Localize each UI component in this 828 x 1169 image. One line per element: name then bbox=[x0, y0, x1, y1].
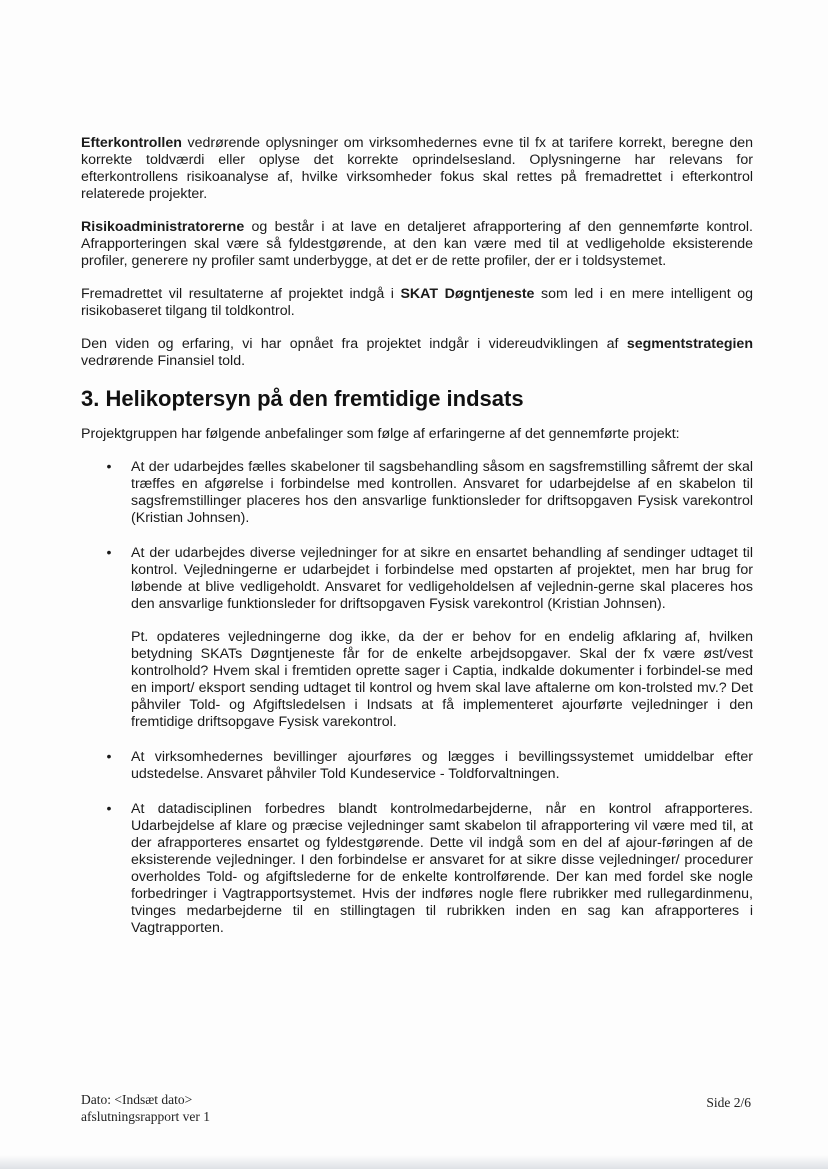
paragraph-efterkontrollen bbox=[81, 135, 753, 203]
paragraph-risikoadministratorerne bbox=[81, 219, 753, 270]
list-item-text: At der udarbejdes fælles skabeloner til sagsbehandling såsom en sagsfremstilling såfremt der skal træffes en afgørelse i forbindelse med kontrollen. Ansvaret for udarbejdelse af en skabelon til sagsfremstillinger placeres hos den ansvarlige funktionsleder for driftsopgaven Fysisk varekontrol (Kristian Johnsen). bbox=[131, 459, 753, 526]
paragraph-fremadrettet bbox=[81, 286, 753, 320]
page-number: Side 2/6 bbox=[706, 1095, 751, 1110]
bullet-icon: • bbox=[106, 545, 112, 561]
list-item bbox=[81, 801, 753, 937]
list-item-note: Pt. opdateres vejledningerne dog ikke, da der er behov for en endelig afklaring af, hvilken betydning SKATs Døgntjeneste får for de enkelte arbejdsopgaver. Skal der fx være øst/vest kontrolhold? Hvem skal i fremtiden oprette sager i Captia, indkalde dokumenter i forbindel-se med en import/ eksport sending udtaget til kontrol og hvem skal lave aftalerne om kon-trolsted mv.? Det påhviler Told- og Afgiftsledelsen i Indsats at få implementeret ajourførte vejledninger i den fremtidige driftsopgave Fysisk varekontrol. bbox=[131, 629, 753, 730]
paragraph-text: og består i at lave en detaljeret afrapportering af den gennemførte kontrol. Afrapporteringen skal være så fyldestgørende, at den kan være med til at vedligeholde eksisterende profiler, generere ny profiler samt underbygge, at det er de rette profiler, der er i toldsystemet. bbox=[81, 219, 753, 269]
list-item bbox=[81, 545, 753, 731]
term-skat-dogntjeneste: SKAT Døgntjeneste bbox=[400, 286, 535, 302]
section-intro: Projektgruppen har følgende anbefalinger som følge af erfaringerne af det gennemførte projekt: bbox=[81, 426, 680, 442]
term-risikoadministratorerne: Risikoadministratorerne bbox=[81, 219, 245, 235]
paragraph-text: vedrørende Finansiel told. bbox=[81, 353, 246, 369]
scan-edge bbox=[0, 1155, 828, 1169]
footer-info bbox=[81, 1091, 210, 1125]
list-item bbox=[81, 749, 753, 783]
list-item-text: At virksomhedernes bevillinger ajourføres og lægges i bevillingssystemet umiddelbar efter udstedelse. Ansvaret påhviler Told Kundeservice - Toldforvaltningen. bbox=[131, 749, 753, 782]
recommendation-list bbox=[81, 459, 753, 937]
bullet-icon: • bbox=[106, 749, 112, 765]
term-efterkontrollen: Efterkontrollen bbox=[81, 135, 182, 151]
paragraph-text: som led i en mere intelligent og risikobaseret tilgang til toldkontrol. bbox=[81, 286, 753, 319]
paragraph-text: Fremadrettet vil resultaterne af projektet indgå i bbox=[81, 286, 401, 302]
list-item-text: At der udarbejdes diverse vejledninger for at sikre en ensartet behandling af sendinger udtaget til kontrol. Vejledningerne er udarbejdet i forbindelse med opstarten af projektet, men har brug for løbende at blive vedligeholdt. Ansvaret for vedligeholdelsen af vejlednin-gerne skal placeres hos den ansvarlige funktionsleder for driftsopgaven Fysisk varekontrol (Kristian Johnsen). bbox=[131, 545, 753, 612]
list-item bbox=[81, 459, 753, 527]
paragraph-viden bbox=[81, 336, 753, 370]
term-segmentstrategien: segmentstrategien bbox=[626, 336, 753, 352]
page-content bbox=[81, 135, 753, 955]
footer-date: Dato: <Indsæt dato> bbox=[81, 1092, 193, 1107]
bullet-icon: • bbox=[106, 459, 112, 475]
footer-filename: afslutningsrapport ver 1 bbox=[81, 1109, 210, 1124]
bullet-icon: • bbox=[106, 801, 112, 817]
section-heading: 3. Helikoptersyn på den fremtidige indsats bbox=[81, 386, 524, 411]
paragraph-text: vedrørende oplysninger om virksomhedernes evne til fx at tarifere korrekt, beregne den korrekte toldværdi eller oplyse det korrekte oprindelsesland. Oplysningerne har relevans for efterkontrollens risikoanalyse af, hvilke virksomheder fokus skal rettes på fremadrettet i efterkontrol relaterede projekter. bbox=[81, 135, 753, 202]
paragraph-text: Den viden og erfaring, vi har opnået fra projektet indgår i videreudviklingen af bbox=[81, 336, 627, 352]
list-item-text: At datadisciplinen forbedres blandt kontrolmedarbejderne, når en kontrol afrapporteres. Udarbejdelse af klare og præcise vejledninger samt skabelon til afrapportering vil være med til, at der afrapporteres ensartet og fyldestgørende. Dette vil indgå som en del af ajour-føringen af de eksisterende vejledninger. I den forbindelse er ansvaret for at sikre disse vejledninger/ procedurer overholdes Told- og afgiftslederne for de enkelte kontrolførende. Der kan med fordel ske nogle forbedringer i Vagtrapportsystemet. Hvis der indføres nogle flere rubrikker med rullegardinmenu, tvinges medarbejderne til en stillingtagen til rubrikken inden en sag kan afrapporteres i Vagtrapporten. bbox=[131, 801, 753, 936]
